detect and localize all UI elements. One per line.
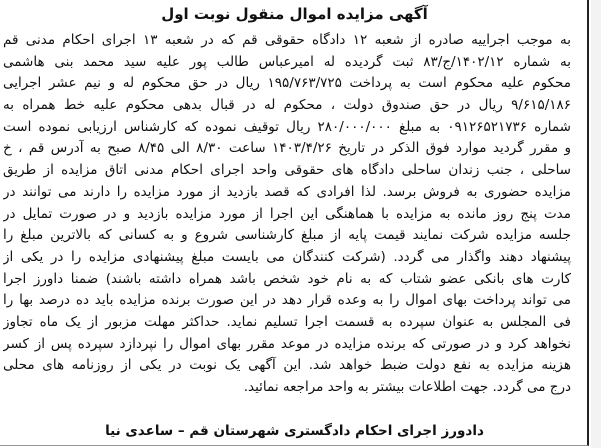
notice-line: شماره ۰۹۱۲۶۵۲۱۷۳۶ به مبلغ ۲۸۰/۰۰۰/۰۰۰ ریال توقیف نموده که کارشناس ارزیابی نموده است xyxy=(3,118,571,135)
notice-body xyxy=(3,30,571,399)
notice-line: محکوم علیه محکوم است به پرداخت ۱۹۵/۷۶۳/۷۲۵ ریال در حق محکوم له و نیم عشر اجرایی xyxy=(3,75,571,92)
notice-line: مزایده حضوری به فروش برسد. لذا افرادی که قصد بازدید از مورد مزایده را دارند می توانند در xyxy=(3,183,571,200)
notice-line: جلسه مزایده شرکت نمایند قیمت پایه از مبلغ کارشناسی شروع و به کسانی که بالاترین مبلغ را xyxy=(3,227,571,244)
notice-line: هزینه مزایده به نفع دولت ضبط خواهد شد. این آگهی یک نوبت در یکی از روزنامه های محلی xyxy=(3,357,571,374)
notice-line: نخواهد کرد و در صورتی که برنده مزایده در موعد مقرر بهای اموال را نپردازد سپرده پس از کسر xyxy=(3,335,571,352)
notice-line: ساحلی ، جنب زندان ساحلی دادگاه های حقوقی واحد اجرای احکام مدنی اتاق مزایده از طریق xyxy=(3,162,571,179)
notice-title: آگهی مزایده اموال منقول نوبت اول xyxy=(161,5,428,23)
notice-line: کارت های بانکی عضو شتاب که به نام خود شخص باشد همراه داشته باشند) ضمنا داورز اجرا xyxy=(3,270,571,287)
notice-line: و مقرر گردید موارد فوق الذکر در تاریخ ۱۴۰۳/۴/۲۶ ساعت ۸/۳۰ الی ۸/۴۵ صبح به آدرس قم ، خ xyxy=(3,140,571,157)
notice-line: پیشنهاد دهند واگذار می گردد. (شرکت کنندگان می بایست مبلغ پیشنهادی مزایده را در یکی از xyxy=(3,248,571,265)
notice-line: فی المجلس به عنوان سپرده به قسمت اجرا تسلیم نماید. حداکثر مهلت مزبور از یک ماه تجاوز xyxy=(3,313,571,330)
notice-line: ۹/۶۱۵/۱۸۶ ریال در حق صندوق دولت ، محکوم له در قبال بدهی محکوم علیه خط همراه به xyxy=(3,97,571,114)
notice-line: به شماره ۱۴۰۲/۱۲/ج/۸۳ ثبت گردیده له امیرعباس طالب پور علیه سید محمد بنی هاشمی xyxy=(3,53,571,70)
notice-line: می تواند پرداخت بهای اموال را به وعده قرار دهد در این صورت برنده مزایده باید ده درصد بها را xyxy=(3,292,571,309)
page-edge-strip xyxy=(591,0,601,448)
notice-signature: دادورز اجرای احکام دادگستری شهرستان قم – ساعدی نیا xyxy=(105,423,484,439)
notice-line: به موجب اجراییه صادره از شعبه ۱۲ دادگاه حقوقی قم که در شعبه ۱۳ اجرای احکام مدنی قم xyxy=(3,32,571,48)
notice-line: درج می گردد. جهت اطلاعات بیشتر به واحد مراجعه نمائید. xyxy=(243,379,571,395)
notice-line: مدت پنج روز مانده به مزایده با هماهنگی این اجرا از مورد مزایده بازدید و در صورت تمایل در xyxy=(3,205,571,222)
